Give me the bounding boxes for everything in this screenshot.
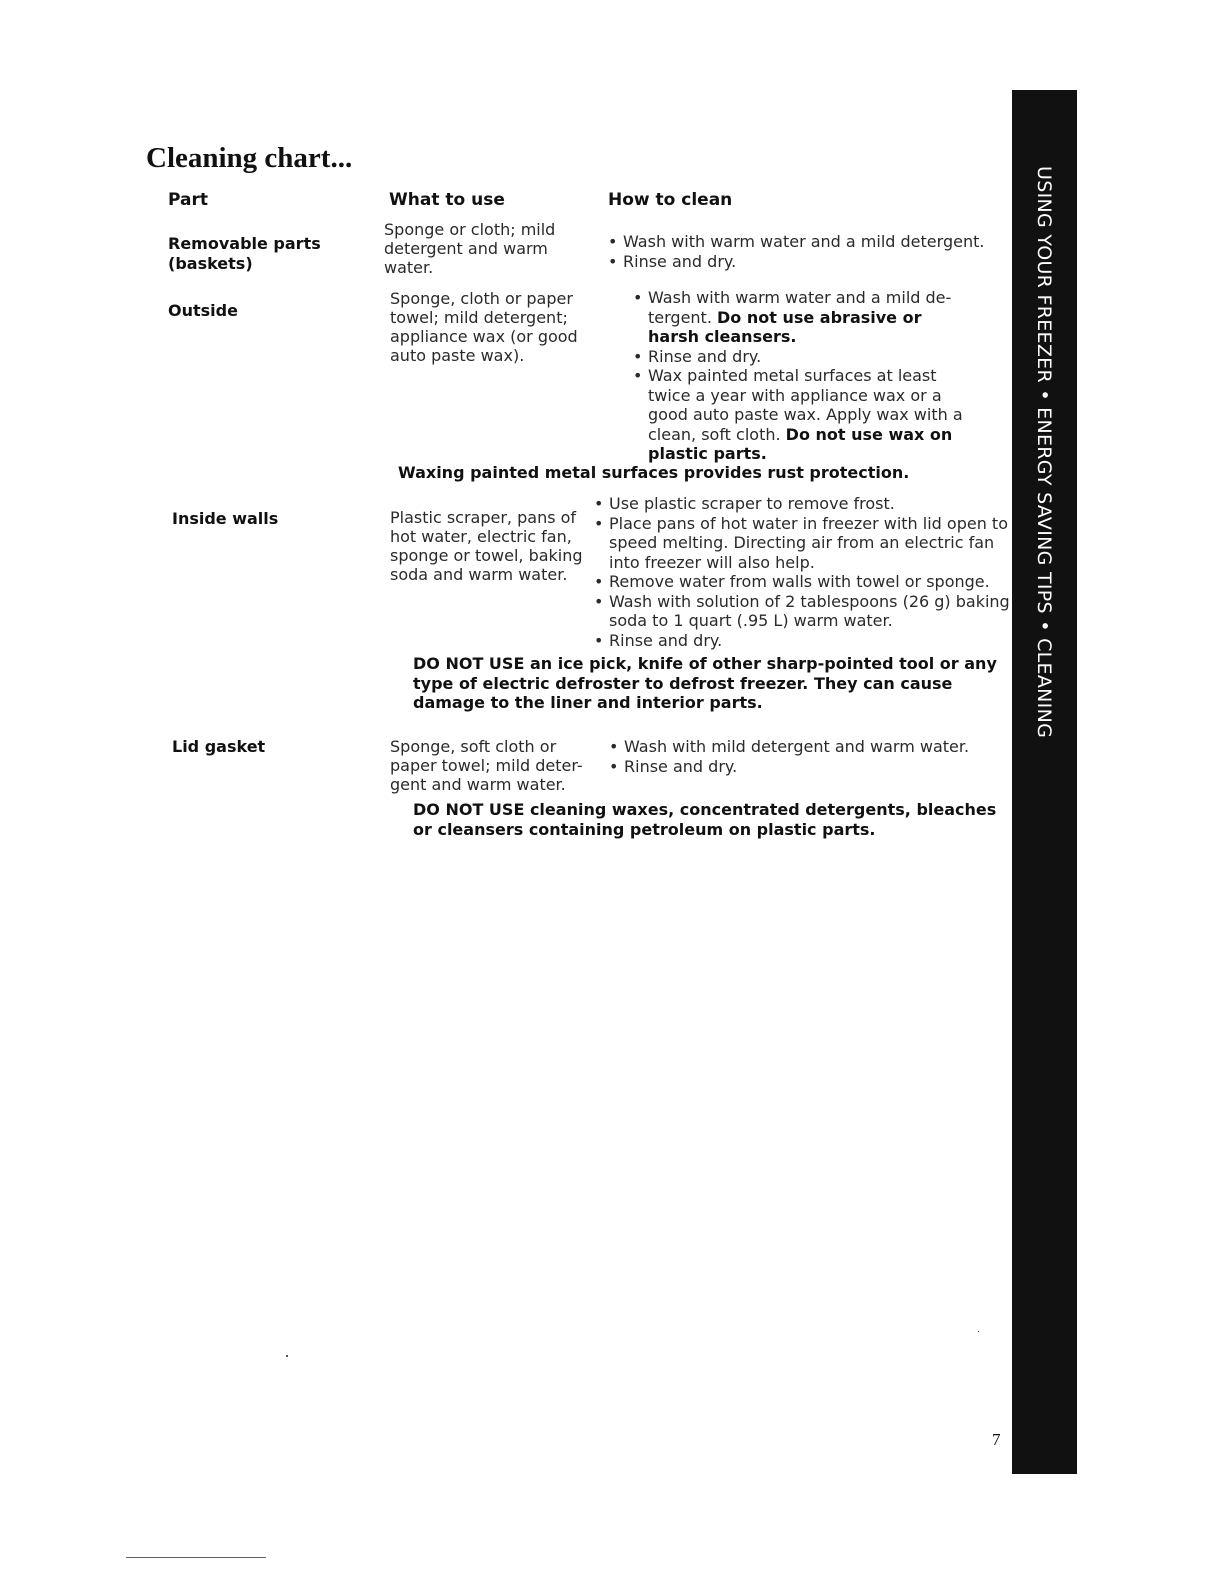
list-item: • Place pans of hot water in freezer with lid open to speed melting. Directing air from an electric fan into freezer will also help. <box>594 514 1010 573</box>
list-item: • Rinse and dry. <box>609 757 999 777</box>
list-item: • Rinse and dry. <box>633 347 963 367</box>
how-removable-parts <box>608 232 998 271</box>
list-item: • Rinse and dry. <box>594 631 1010 651</box>
list-item: • Wash with warm water and a mild de-tergent. Do not use abrasive or harsh cleansers. <box>633 288 963 347</box>
list-item: • Wash with warm water and a mild detergent. <box>608 232 998 252</box>
part-inside-walls: Inside walls <box>172 509 279 528</box>
page-number: 7 <box>992 1430 1001 1449</box>
list-item: • Remove water from walls with towel or sponge. <box>594 572 1010 592</box>
lid-gasket-warning: DO NOT USE cleaning waxes, concentrated detergents, bleaches or cleansers containing petroleum on plastic parts. <box>413 800 997 839</box>
column-header-what-to-use: What to use <box>389 190 505 210</box>
part-lid-gasket: Lid gasket <box>172 737 266 756</box>
use-outside: Sponge, cloth or paper towel; mild detergent; appliance wax (or good auto paste wax). <box>390 289 578 365</box>
scan-speck <box>978 1331 979 1332</box>
scan-speck <box>286 1355 288 1357</box>
use-lid-gasket: Sponge, soft cloth or paper towel; mild deter-gent and warm water. <box>390 737 583 794</box>
how-lid-gasket <box>609 737 999 776</box>
part-outside: Outside <box>168 301 238 320</box>
how-outside <box>633 288 963 464</box>
section-sidebar <box>1012 90 1077 1474</box>
part-removable-parts: Removable parts (baskets) <box>168 234 321 273</box>
bottom-rule <box>126 1557 266 1558</box>
column-header-part: Part <box>168 190 208 210</box>
list-item: • Wash with mild detergent and warm water. <box>609 737 999 757</box>
sidebar-section-title: USING YOUR FREEZER • ENERGY SAVING TIPS • CLEANING <box>1033 166 1055 739</box>
list-item: • Wash with solution of 2 tablespoons (26 g) baking soda to 1 quart (.95 L) warm water. <box>594 592 1010 631</box>
use-removable-parts: Sponge or cloth; mild detergent and warm water. <box>384 220 556 277</box>
outside-note: Waxing painted metal surfaces provides rust protection. <box>398 463 910 482</box>
page-title: Cleaning chart... <box>146 142 353 174</box>
inside-walls-warning: DO NOT USE an ice pick, knife of other sharp-pointed tool or any type of electric defroster to defrost freezer. They can cause damage to the liner and interior parts. <box>413 654 997 712</box>
use-inside-walls: Plastic scraper, pans of hot water, electric fan, sponge or towel, baking soda and warm water. <box>390 508 583 584</box>
how-inside-walls <box>594 494 1010 650</box>
list-item: • Use plastic scraper to remove frost. <box>594 494 1010 514</box>
list-item: • Wax painted metal surfaces at least twice a year with appliance wax or a good auto paste wax. Apply wax with a clean, soft cloth. Do not use wax on plastic parts. <box>633 366 963 464</box>
column-header-how-to-clean: How to clean <box>608 190 733 210</box>
list-item: • Rinse and dry. <box>608 252 998 272</box>
